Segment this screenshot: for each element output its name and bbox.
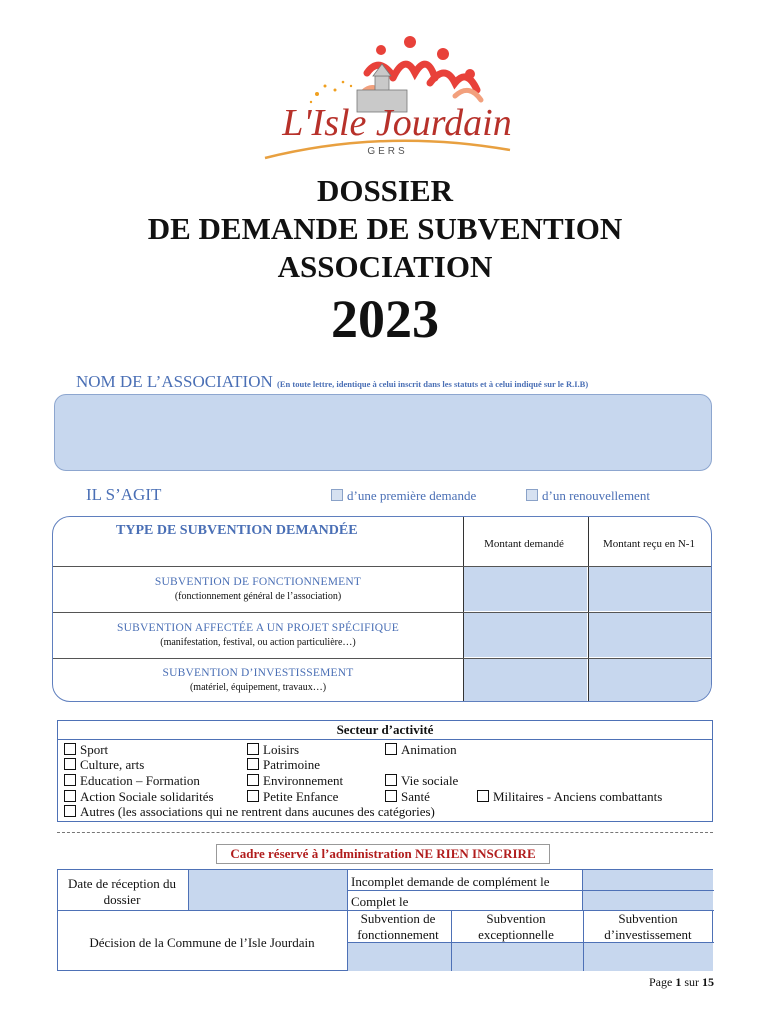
secteur-autres-label: Autres (les associations qui ne rentrent dans aucunes des catégories) [80, 804, 435, 819]
secteur-animation[interactable] [385, 742, 457, 757]
secteur-sante[interactable] [385, 789, 430, 804]
table-divider [53, 566, 712, 567]
decision-values-cell [348, 943, 713, 971]
secteur-environnement-label: Environnement [263, 773, 344, 788]
secteur-action-sociale-label: Action Sociale solidarités [80, 789, 214, 804]
checkbox-icon[interactable] [64, 790, 76, 802]
secteur-education[interactable] [64, 773, 200, 788]
checkbox-icon[interactable] [64, 774, 76, 786]
checkbox-icon[interactable] [477, 790, 489, 802]
checkbox-icon[interactable] [64, 805, 76, 817]
secteur-patrimoine-label: Patrimoine [263, 757, 321, 772]
secteur-vie-sociale-label: Vie sociale [401, 773, 459, 788]
dotted-separator [57, 832, 713, 833]
fonctionnement-amount-requested[interactable] [464, 567, 587, 611]
first-request-option[interactable] [331, 488, 476, 504]
secteur-petite-enfance[interactable] [247, 789, 338, 804]
col-montant-recu: Montant reçu en N-1 [603, 538, 695, 550]
checkbox-icon[interactable] [247, 774, 259, 786]
title-line-3: ASSOCIATION [277, 249, 493, 284]
decision-label: Décision de la Commune de l’Isle Jourdain [89, 935, 315, 950]
logo-subtitle: GERS [367, 146, 408, 157]
checkbox-icon[interactable] [385, 790, 397, 802]
secteur-sport[interactable] [64, 742, 108, 757]
secteur-action-sociale[interactable] [64, 789, 214, 804]
sub-investissement-label: Subvention d’investissement [604, 911, 692, 942]
secteur-loisirs[interactable] [247, 742, 299, 757]
nom-label [76, 372, 588, 392]
secteur-militaires[interactable] [477, 789, 662, 804]
secteur-education-label: Education – Formation [80, 773, 200, 788]
date-reception-cell [188, 870, 348, 910]
table-divider [188, 870, 189, 910]
sub-exceptionnelle-label: Subvention exceptionnelle [478, 911, 554, 942]
page-sep: sur [684, 975, 699, 989]
secteur-patrimoine[interactable] [247, 757, 320, 772]
logo [255, 28, 520, 168]
checkbox-icon[interactable] [385, 774, 397, 786]
incomplet-label: Incomplet demande de complément le [351, 874, 550, 889]
title-line-2: DE DEMANDE DE SUBVENTION [147, 211, 623, 246]
secteur-culture[interactable] [64, 757, 144, 772]
secteur-petite-enfance-label: Petite Enfance [263, 789, 339, 804]
sagit-label: IL S’AGIT [86, 485, 162, 504]
checkbox-icon[interactable] [526, 489, 538, 501]
renewal-label: d’un renouvellement [542, 488, 650, 503]
secteur-environnement[interactable] [247, 773, 343, 788]
page-total: 15 [702, 975, 714, 989]
secteur-vie-sociale[interactable] [385, 773, 458, 788]
secteur-divider [57, 739, 713, 740]
renewal-option[interactable] [526, 488, 650, 504]
investissement-amount-received[interactable] [589, 659, 712, 702]
row-projet-title: SUBVENTION AFFECTÉE A UN PROJET SPÉCIFIQUE [117, 622, 399, 634]
col-montant-demande: Montant demandé [484, 538, 564, 550]
nom-label-text: NOM DE L’ASSOCIATION [76, 372, 273, 391]
admin-title: Cadre réservé à l’administration NE RIEN INSCRIRE [216, 844, 550, 864]
investissement-amount-requested[interactable] [464, 659, 587, 702]
sub-fonctionnement-label: Subvention de fonctionnement [357, 911, 439, 942]
table-divider [348, 890, 714, 891]
secteur-animation-label: Animation [401, 742, 457, 757]
complet-date-cell [583, 891, 713, 910]
secteur-loisirs-label: Loisirs [263, 742, 300, 757]
first-request-label: d’une première demande [347, 488, 477, 503]
logo-text: L'Isle Jourdain [282, 102, 512, 144]
secteur-sante-label: Santé [401, 789, 430, 804]
row-investissement-sub: (matériel, équipement, travaux…) [189, 682, 327, 693]
date-reception-label: Date de réception du dossier [68, 876, 176, 907]
projet-amount-received[interactable] [589, 613, 712, 657]
nom-input[interactable] [54, 394, 712, 471]
projet-amount-requested[interactable] [464, 613, 587, 657]
checkbox-icon[interactable] [64, 743, 76, 755]
row-investissement-title: SUBVENTION D’INVESTISSEMENT [162, 667, 354, 679]
page-label: Page [649, 975, 673, 989]
secteur-sport-label: Sport [80, 742, 109, 757]
page-current: 1 [675, 975, 682, 989]
checkbox-icon[interactable] [247, 743, 259, 755]
table-divider [53, 658, 712, 659]
complet-label: Complet le [351, 894, 409, 909]
subvention-heading: TYPE DE SUBVENTION DEMANDÉE [116, 523, 358, 538]
checkbox-icon[interactable] [64, 758, 76, 770]
row-projet-sub: (manifestation, festival, ou action particulière…) [160, 637, 356, 648]
checkbox-icon[interactable] [385, 743, 397, 755]
secteur-militaires-label: Militaires - Anciens combattants [493, 789, 663, 804]
year: 2023 [331, 289, 439, 349]
secteur-title: Secteur d’activité [336, 722, 434, 737]
checkbox-icon[interactable] [247, 790, 259, 802]
incomplet-date-cell [583, 870, 713, 890]
checkbox-icon[interactable] [247, 758, 259, 770]
table-divider [53, 612, 712, 613]
secteur-culture-label: Culture, arts [80, 757, 145, 772]
row-fonctionnement-sub: (fonctionnement général de l’association) [174, 591, 342, 602]
nom-note: (En toute lettre, identique à celui inscrit dans les statuts et à celui indiqué sur le R.I.B) [277, 379, 589, 389]
page-number [580, 975, 714, 990]
row-fonctionnement-title: SUBVENTION DE FONCTIONNEMENT [154, 576, 362, 588]
title-line-1: DOSSIER [316, 173, 454, 208]
fonctionnement-amount-received[interactable] [589, 567, 712, 611]
checkbox-icon[interactable] [331, 489, 343, 501]
secteur-autres[interactable] [64, 804, 435, 819]
